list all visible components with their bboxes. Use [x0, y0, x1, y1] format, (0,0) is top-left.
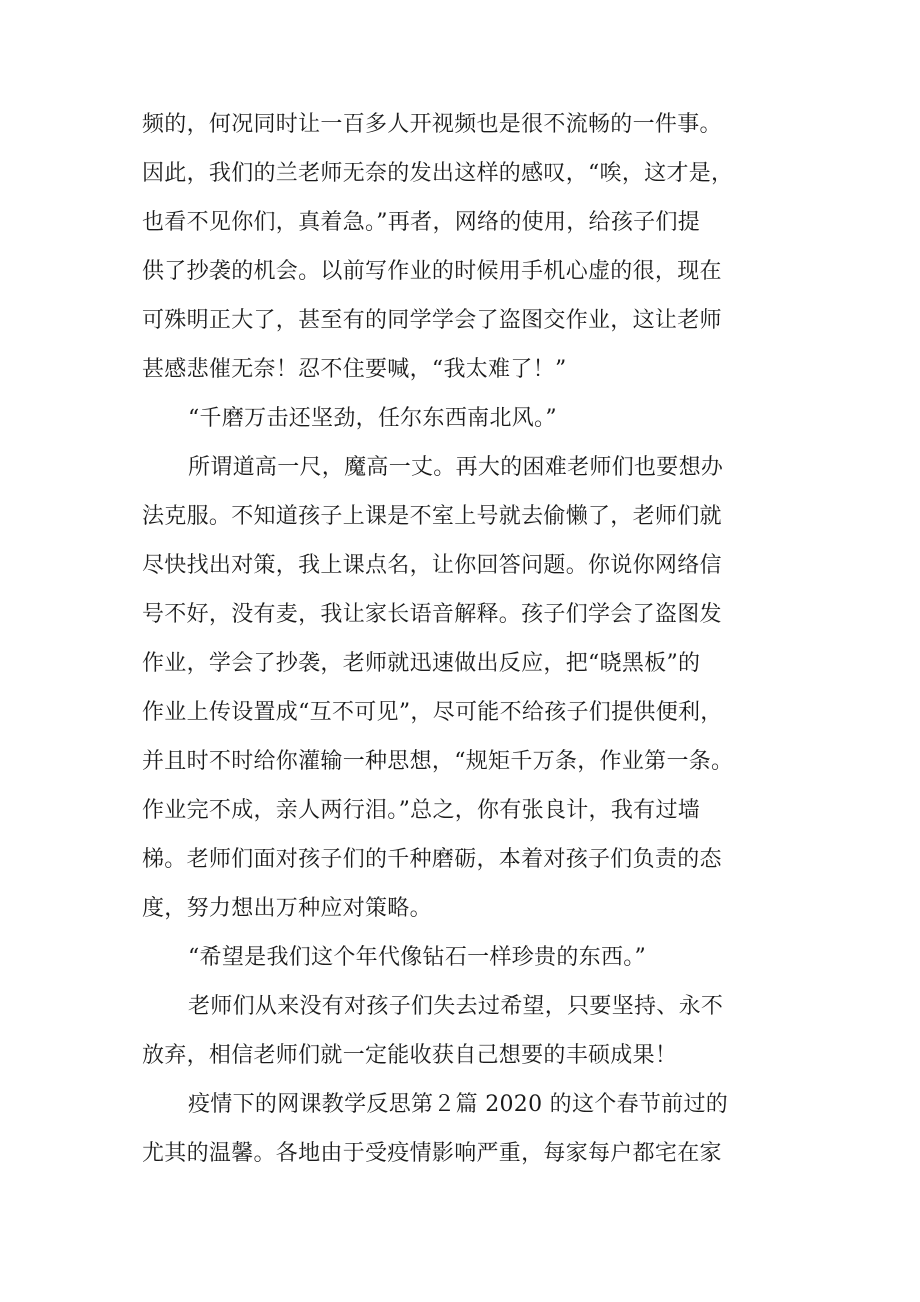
text-line: 尽快找出对策，我上课点名，让你回答问题。你说你网络信 [142, 553, 722, 578]
text-line: 放弃，相信老师们就一定能收获自己想要的丰硕成果！ [142, 1043, 678, 1068]
text-line: 供了抄袭的机会。以前写作业的时候用手机心虚的很，现在 [142, 259, 722, 284]
text-line: 并且时不时给你灌输一种思想，“规矩千万条，作业第一条。 [142, 749, 734, 774]
text-line: 作业上传设置成“互不可见”，尽可能不给孩子们提供便利， [142, 700, 723, 725]
text-line: 频的，何况同时让一百多人开视频也是很不流畅的一件事。 [142, 112, 722, 137]
text-line: 作业，学会了抄袭，老师就迅速做出反应，把“晓黑板”的 [142, 651, 701, 676]
text-line: 梯。老师们面对孩子们的千种磨砺，本着对孩子们负责的态 [142, 847, 722, 872]
text-line: 也看不见你们，真着急。”再者，网络的使用，给孩子们提 [142, 210, 701, 235]
text-line: 因此，我们的兰老师无奈的发出这样的感叹，“唉，这才是， [142, 161, 734, 186]
text-line: 尤其的温馨。各地由于受疫情影响严重，每家每户都宅在家 [142, 1141, 722, 1166]
paragraph-start-line: 疫情下的网课教学反思第２篇 2020 的这个春节前过的 [188, 1092, 729, 1117]
text-line: 可殊明正大了，甚至有的同学学会了盗图交作业，这让老师 [142, 308, 722, 333]
text-line: 度，努力想出万种应对策略。 [142, 896, 432, 921]
quote-line: “希望是我们这个年代像钻石一样珍贵的东西。” [188, 945, 647, 970]
paragraph-start-line: 老师们从来没有对孩子们失去过希望，只要坚持、永不 [188, 994, 724, 1019]
quote-line: “千磨万击还坚劲，任尔东西南北风。” [188, 406, 557, 431]
text-line: 作业完不成，亲人两行泪。”总之，你有张良计，我有过墙 [142, 798, 701, 823]
text-line: 法克服。不知道孩子上课是不室上号就去偷懒了，老师们就 [142, 504, 722, 529]
paragraph-start-line: 所谓道高一尺，魔高一丈。再大的困难老师们也要想办 [188, 455, 724, 480]
text-line: 号不好，没有麦，我让家长语音解释。孩子们学会了盗图发 [142, 602, 722, 627]
body-text [142, 100, 782, 1178]
text-line: 甚感悲催无奈！忍不住要喊，“我太难了！” [142, 357, 567, 382]
